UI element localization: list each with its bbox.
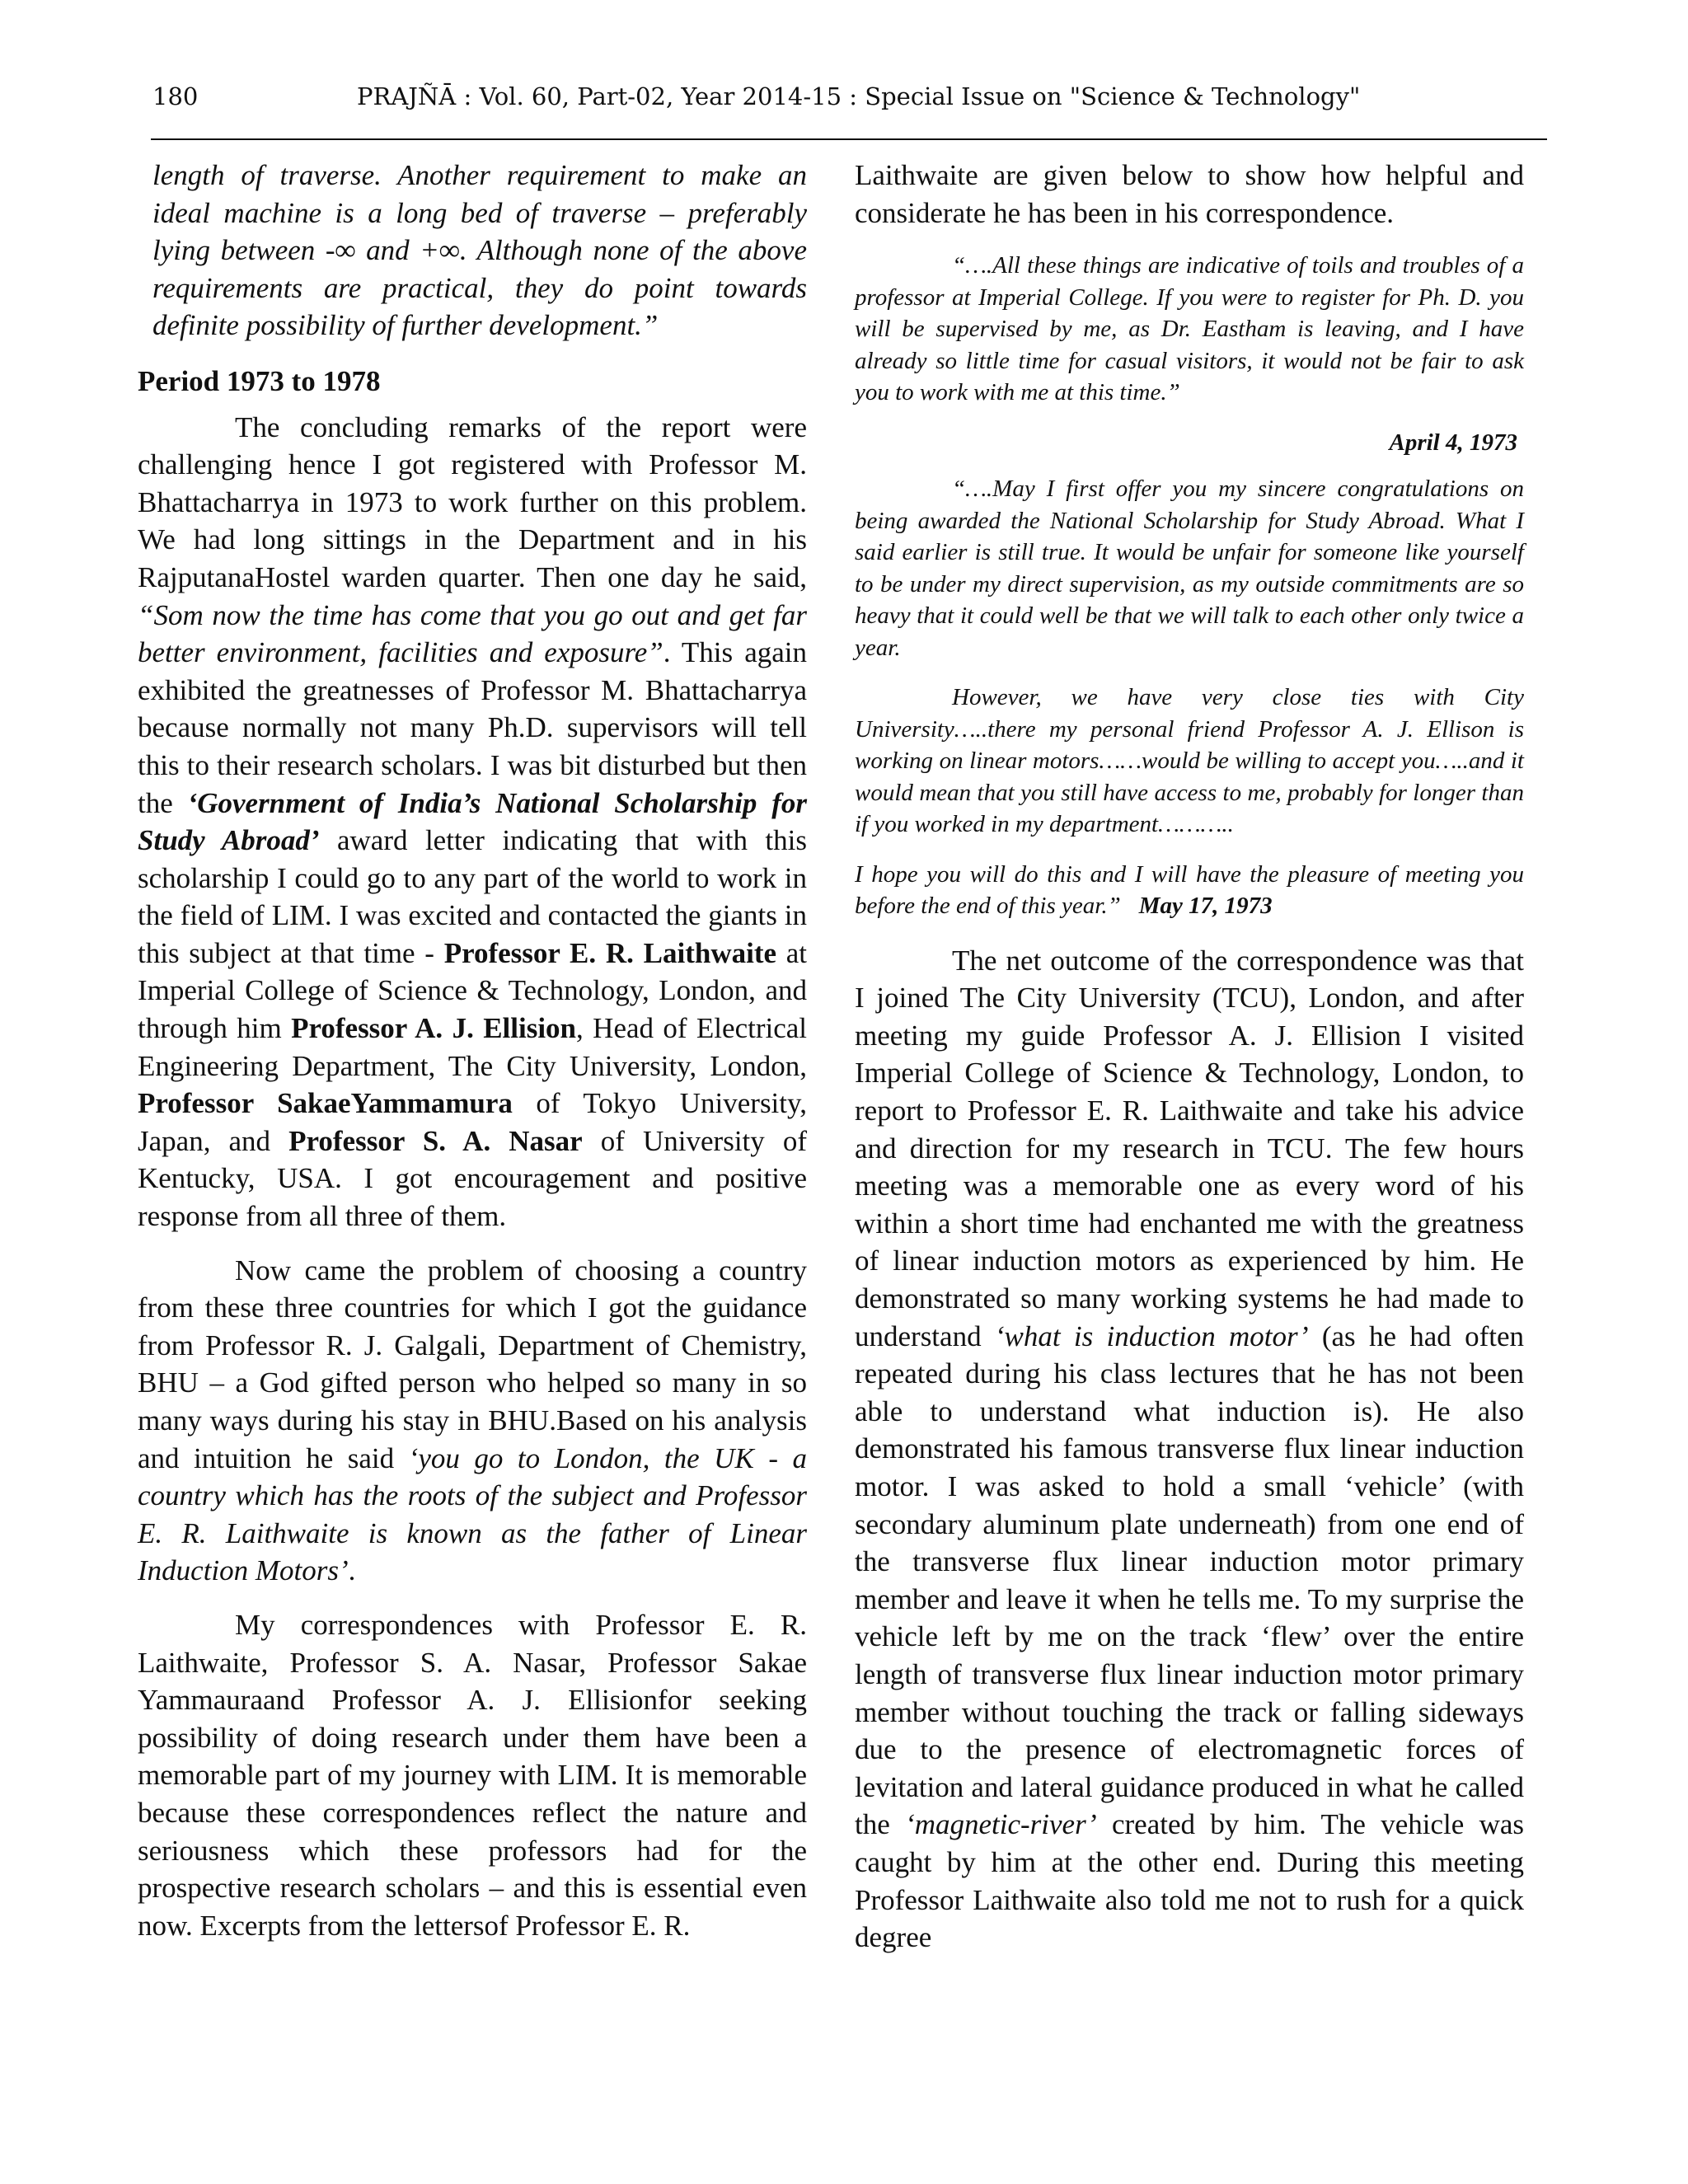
scholarship-name: ‘Government of India’s National Scholarship for Study Abroad’	[138, 786, 807, 857]
paragraph-net-outcome	[855, 942, 1524, 1957]
quote-bhattacharrya: “Som now the time has come that you go out and get far better environment, facilities and exposure”	[138, 598, 807, 669]
text-run: , Head of Electrical Engineering Department, The City University, London,	[138, 1012, 807, 1082]
letter-excerpt-2-part-1: “….May I first offer you my sincere congratulations on being awarded the National Scholarship for Study Abroad. What I said earlier is still true. It would be unfair for someone like yourself to be under my direct supervision, as my outside commitments are so heavy that it could well be that we will talk to each other only twice a year.	[855, 476, 1524, 661]
opening-quote: length of traverse. Another requirement to make an ideal machine is a long bed of traverse – preferably lying between -∞ and +∞. Although none of the above requirements are practical, they do point towards definite possibility of further development.”	[152, 159, 807, 342]
page-number: 180	[152, 82, 199, 110]
text-run: at Imperial College of Science & Technology, London, and through him	[138, 936, 808, 1045]
quote-galgali: ‘you go to London, the UK - a country which has the roots of the subject and Professor E. R. Laithwaite is known as the father of Linear Induction Motors’	[138, 1441, 807, 1587]
letter-date-1: April 4, 1973	[1389, 429, 1517, 456]
letter-excerpt-2-part-3	[855, 859, 1524, 922]
name-laithwaite: Professor E. R. Laithwaite	[443, 936, 777, 969]
quote-magnetic-river: ‘magnetic-river’	[905, 1808, 1097, 1841]
left-column	[138, 157, 807, 1944]
text-run: . This again exhibited the greatnesses of Professor M. Bhattacharrya because normally not many Ph.D. supervisors will tell this to their research scholars. I was bit disturbed but then the	[138, 636, 807, 819]
quote-induction-motor: ‘what is induction motor’	[994, 1319, 1309, 1352]
letters-intro: Laithwaite are given below to show how helpful and considerate he has been in his correspondence.	[855, 159, 1524, 229]
letter-closing: I hope you will do this and I will have the pleasure of meeting you before the end of this year.”	[855, 860, 1524, 920]
text-run: of University of Kentucky, USA. I got encouragement and positive response from all three of them.	[138, 1124, 807, 1233]
text-run: The concluding remarks of the report were challenging hence I got registered with Professor M. Bhattacharrya in 1973 to work further on this problem. We had long sittings in the Department and in his RajputanaHostel warden quarter. Then one day he said,	[138, 410, 807, 593]
text-run: (as he had often repeated during his class lectures that he has not been able to understand what induction is). He also demonstrated his famous transverse flux linear induction motor. I was asked to hold a small ‘vehicle’ (with secondary aluminum plate underneath) from one end of the transverse flux linear induction motor primary member and leave it when he tells me. To my surprise the vehicle left by me on the track ‘flew’ over the entire length of transverse flux linear induction motor primary member without touching the track or falling sideways due to the presence of electromagnetic forces of levitation and lateral guidance produced in what he called the	[855, 1319, 1524, 1841]
header-rule	[151, 138, 1547, 140]
paragraph-registration	[138, 409, 807, 1235]
name-nasar: Professor S. A. Nasar	[288, 1124, 583, 1157]
section-heading: Period 1973 to 1978	[138, 364, 381, 397]
letter-date-2: May 17, 1973	[1138, 893, 1273, 920]
name-ellision: Professor A. J. Ellision	[291, 1012, 577, 1045]
name-yammamura: Professor SakaeYammamura	[138, 1087, 513, 1120]
text-run: created by him. The vehicle was caught by him at the other end. During this meeting Professor Laithwaite also told me not to rush for a quick degree	[855, 1808, 1525, 1954]
text-run: of Tokyo University, Japan, and	[138, 1087, 807, 1157]
text-run: award letter indicating that with this scholarship I could go to any part of the world to work in the field of LIM. I was excited and contacted the giants in this subject at that time -	[138, 824, 808, 969]
text-run: The net outcome of the correspondence was that I joined The City University (TCU), London, and after meeting my guide Professor A. J. Ellision I visited Imperial College of Science & Technology, London, to report to Professor E. R. Laithwaite and take his advice and direction for my research in TCU. The few hours meeting was a memorable one as every word of his within a short time had enchanted me with the greatness of linear induction motors as experienced by him. He demonstrated so many working systems he had made to understand	[855, 944, 1524, 1352]
text-run: Now came the problem of choosing a country from these three countries for which I got the guidance from Professor R. J. Galgali, Department of Chemistry, BHU – a God gifted person who helped so many in so many ways during his stay in BHU.Based on his analysis and intuition he said	[138, 1254, 807, 1474]
letter-excerpt-2-part-2: However, we have very close ties with City University…..there my personal friend Professor A. J. Ellison is working on linear motors……would be willing to accept you…..and it would mean that you still have access to me, probably for longer than if you worked in my department………..	[855, 684, 1524, 838]
right-column	[855, 157, 1524, 1957]
paragraph-correspondences: My correspondences with Professor E. R. Laithwaite, Professor S. A. Nasar, Professor Sakae Yammauraand Professor A. J. Ellisionfor seeking possibility of doing research under them have been a memorable part of my journey with LIM. It is memorable because these correspondences reflect the nature and seriousness which these professors had for the prospective research scholars – and this is essential even now. Excerpts from the lettersof Professor E. R.	[138, 1608, 807, 1942]
text-run: .	[348, 1554, 356, 1587]
running-header	[152, 82, 1545, 124]
letter-excerpt-1: “….All these things are indicative of toils and troubles of a professor at Imperial College. If you were to register for Ph. D. you will be supervised by me, as Dr. Eastham is leaving, and I have already so little time for casual visitors, it would not be fair to ask you to work with me at this time.”	[855, 252, 1524, 406]
journal-title: PRAJÑĀ : Vol. 60, Part-02, Year 2014-15 : Special Issue on "Science & Technology"	[357, 82, 1361, 110]
paragraph-choosing-country	[138, 1252, 807, 1590]
